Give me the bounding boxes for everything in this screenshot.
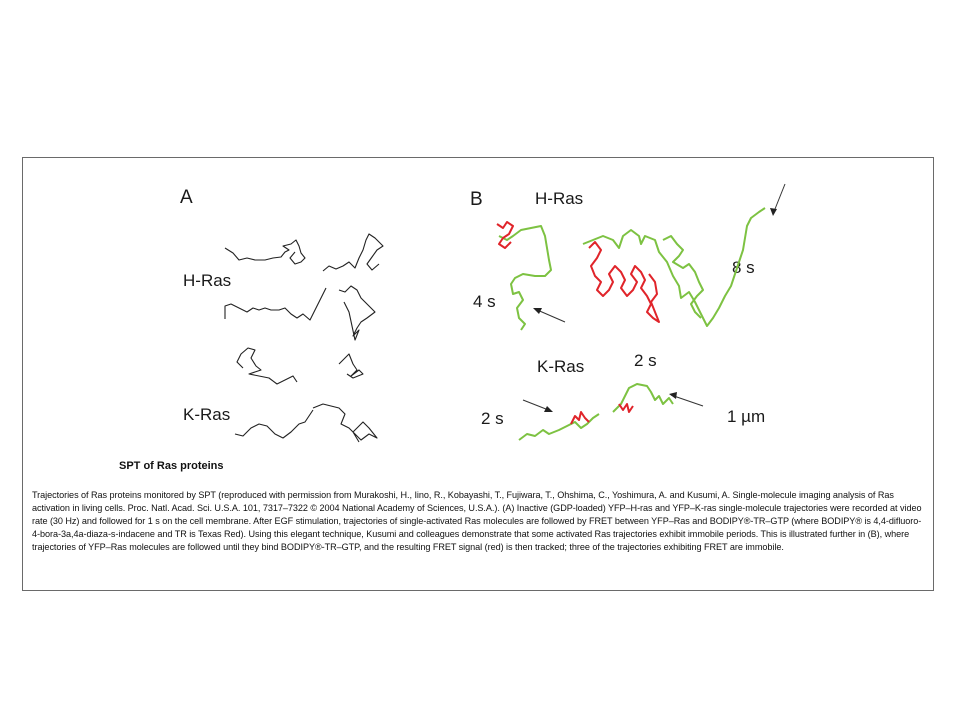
- panel-b-letter: B: [470, 189, 483, 210]
- time-label-2s-right: 2 s: [634, 351, 657, 370]
- fret-red-h1: [497, 222, 513, 248]
- caption-body: Trajectories of Ras proteins monitored by SPT (reproduced with permission from Murakoshi, H., Iino, R., Kobayashi, T., Fujiwara, T., Ohshima, C., Yoshimura, A. and Kusumi, A. Single-molecule imaging analysis of Ras activation in living cells. Proc. Natl. Acad. Sci. U.S.A. 101, 7317–7322 © 2004 National Academy of Sciences, U.S.A.). (A) Inactive (GDP-loaded) YFP–H-ras and YFP–K-ras single-molecule trajectories were recorded at video rate (30 Hz) and followed for 1 s on the cell membrane. After EGF stimulation, trajectories of single-activated Ras molecules are followed by FRET between YFP–Ras and BODIPY®-TR–GTP (where BODIPY® is 4,4-difluoro-4-bora-3a,4a-diaza-s-indacene and TR is Texas Red). Using this elegant technique, Kusumi and colleagues demonstrate that some activated Ras trajectories exhibit immobile periods. This is illustrated further in (B), where trajectories of YFP–Ras molecules are followed until they bind BODIPY®-TR–GTP, and the resulting FRET signal (red) is then tracked; three of the trajectories exhibiting FRET are immobile.: [32, 490, 922, 552]
- panel-b-label-k-ras: K-Ras: [537, 357, 585, 376]
- panel-a-label-k-ras: K-Ras: [183, 405, 231, 424]
- fret-red-h2: [589, 242, 659, 322]
- panel-a-trajectories: [173, 178, 403, 448]
- figure-box: [22, 157, 934, 591]
- caption-title: SPT of Ras proteins: [119, 460, 224, 472]
- green-trajectory-h1: [499, 226, 551, 330]
- trajectory-a4: [339, 286, 375, 340]
- trajectory-a3: [225, 288, 326, 320]
- panel-b-label-h-ras: H-Ras: [535, 189, 584, 208]
- green-trajectory-h2: [583, 208, 765, 326]
- arrowhead-2s-right: [669, 392, 677, 399]
- trajectory-a1: [225, 240, 305, 264]
- trajectory-a6: [339, 354, 363, 378]
- scale-bar-label: 1 µm: [727, 407, 766, 426]
- panel-b: [463, 178, 803, 458]
- arrowhead-8s: [770, 208, 777, 216]
- panel-a-label-h-ras: H-Ras: [183, 271, 232, 290]
- trajectory-a5: [237, 348, 297, 384]
- green-trajectory-k1: [519, 414, 599, 440]
- panel-a: [173, 178, 403, 448]
- time-label-8s: 8 s: [732, 258, 755, 277]
- trajectory-a2: [323, 234, 383, 271]
- panel-a-letter: A: [180, 187, 193, 208]
- trajectory-a8: [313, 404, 377, 442]
- time-label-2s-left: 2 s: [481, 409, 504, 428]
- trajectory-a7: [235, 410, 313, 438]
- panel-b-trajectories: [463, 178, 803, 458]
- time-label-4s: 4 s: [473, 292, 496, 311]
